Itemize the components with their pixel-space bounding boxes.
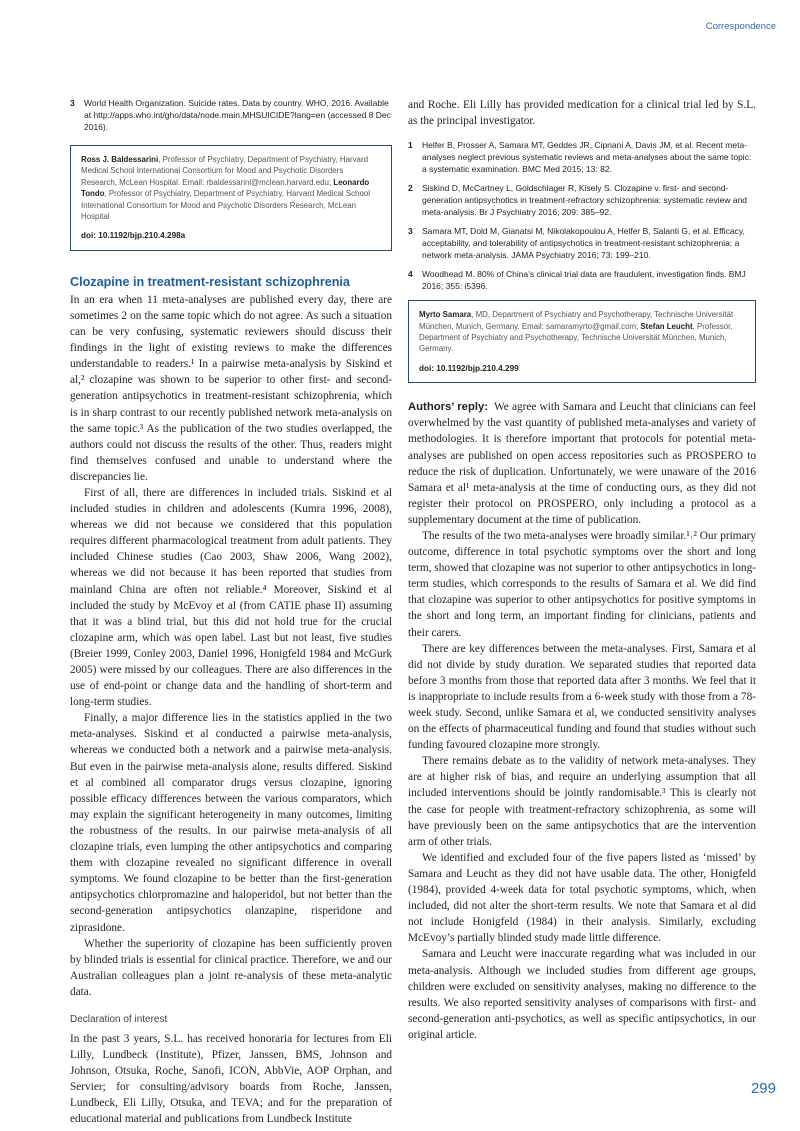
page-number: 299	[750, 1080, 776, 1097]
paragraph: The results of the two meta-analyses were broadly similar.¹˒² Our primary outcome, difference in total psychotic symptoms over the short and long term, showed that clozapine was not superior to other antipsychotics in long-term studies, which corresponds to the results of Samara et al. We did find that clozapine was superior to other antipsychotics for positive symptoms in the short and long term, an important finding for clinicians, patients and their carers.	[408, 529, 756, 639]
paragraph: Samara and Leucht were inaccurate regarding what was included in our meta-analysis. Although we included studies from different age groups, children were excluded on sensitivity analyses, making no difference to the results. We also reported sensitivity analyses of comparisons with first- and second-generation anti-psychotics, as well as specific antipsychotics, in our original article.	[408, 948, 756, 1041]
author-name: Stefan Leucht	[640, 321, 693, 331]
paragraph: We identified and excluded four of the five papers listed as ‘missed’ by Samara and Leucht as they did not have usable data. The other, Honigfeld (1984), provided 4-week data for total psychotic symptoms, which, when included, did not alter the short-term results. We note that Samara et al did not include Honigfeld (1984) in their analysis. Similarly, excluding McEvoy’s partially blinded study made little difference.	[408, 851, 756, 945]
reference-item	[408, 268, 756, 292]
paragraph: There are key differences between the meta-analyses. First, Samara et al did not divide by study duration. We separated studies that reported data before 3 months from those that reported data after 3 months. We feel that it is inappropriate to include results from a 6-week study with those from a 78-week study. Second, unlike Samara et al, we conducted sensitivity analyses on the effects of pharmaceutical funding and found that studies without such funding favoured clozapine more strongly.	[408, 642, 756, 752]
reference-text: Samara MT, Dold M, Gianatsi M, Nikolakopoulou A, Helfer B, Salanti G, et al. Efficacy, acceptability, and tolerability of antipsychotics in treatment-resistant schizophrenia: a network meta-analysis. JAMA Psychiatry 2016; 73: 199–210.	[422, 226, 745, 261]
paragraph: and Roche. Eli Lilly has provided medication for a clinical trial led by S.L. as the principal investigator.	[408, 99, 756, 128]
reference-text: World Health Organization. Suicide rates. Data by country. WHO, 2016. Available at http://apps.who.int/gho/data/node.main.MHSUICIDE?lang=en (accessed 8 Dec 2016).	[84, 98, 391, 132]
paragraph: First of all, there are differences in included trials. Siskind et al included studies in children and adolescents (Kumra 1996, 2008), whereas we did not because we considered that this population requires different pharmacological treatment from adult patients. They included Chinese studies (Cao 2003, Shaw 2006, Wang 2002), whereas we did not because it has been reported that studies from mainland China are often not reliable.⁴ Moreover, Siskind et al included the study by McEvoy et al (from CATIE phase II) assuming that it was a blind trial, but this did not hold true for the crucial clozapine arm, which was open label. Last but not least, five studies (Breier 1999, Conley 2003, Daniel 1996, Honigfeld 1984 and McGurk 2005) were missed by our colleagues. There are also differences in the use of end-point or change data and the handling of short-term and long-term studies.	[70, 486, 392, 709]
section-header: Correspondence	[705, 21, 776, 32]
declaration-heading: Declaration of interest	[70, 1013, 168, 1025]
reference-number: 3	[408, 226, 413, 237]
paragraph: In an era when 11 meta-analyses are published every day, there are sometimes 2 on the same topic which do not agree. As such a situation can be very confusing, systematic reviewers should discuss their findings in the light of existing reviews to make the differences understandable to readers.¹ In a pairwise meta-analysis by Siskind et al,² clozapine was shown to be superior to other first- and second-generation antipsychotics in treatment-resistant schizophrenia, which is in sharp contrast to our recently published network meta-analysis on the same topic.³ As the publication of the two studies overlapped, the authors could not discuss the results of the other. Thus, readers might find themselves confused and unable to understand where the discrepancies lie.	[70, 293, 392, 483]
reference-number: 1	[408, 140, 413, 151]
author-affiliation: , Professor of Psychiatry, Department of Psychiatry, Harvard Medical School International Consortium for Mood and Psychotic Disorders Research, McLean Hospital	[81, 189, 370, 222]
reference-number: 4	[408, 269, 413, 280]
author-affiliation: , MD, Department of Psychiatry and Psychotherapy, Technische Universität München, Munich, Germany. Email: samaramyrto@gmail.com;	[419, 310, 734, 331]
reference-text: Woodhead M. 80% of China’s clinical trial data are fraudulent, investigation finds. BMJ 2016; 355: i5396.	[422, 269, 746, 292]
author-affiliations	[81, 154, 381, 222]
reference-text: Helfer B, Prosser A, Samara MT, Geddes JR, Cipriani A, Davis JM, et al. Recent meta-analyses neglect previous systematic reviews and meta-analyses about the same topic: a systematic examination. BMC Med 2015; 13: 82.	[422, 140, 752, 175]
reference-text: Siskind D, McCartney L, Goldschlager R, Kisely S. Clozapine v. first- and second-generation antipsychotics in treatment-refractory schizophrenia: systematic review and meta-analysis. Br J Psychiatry 2016; 209: 385–92.	[422, 183, 748, 218]
paragraph: There remains debate as to the validity of network meta-analyses. They are at higher risk of bias, and require an underlying assumption that all included interventions should be jointly randomisable.³ This is clearly not the case for people with treatment-refractory schizophrenia, as some will have previously been on the same antipsychotics that are the intervention arm of other trials.	[408, 755, 756, 848]
reply-text: We agree with Samara and Leucht that clinicians can feel overwhelmed by the vast quantity of published meta-analyses and variety of methodologies. It is therefore important that protocols for potential meta-analyses are published on open access repositories such as PROSPERO to reduce the risk of duplication. Unfortunately, we were unaware of the 2016 Samara et al¹ meta-analysis at the time of conducting ours, as they did not register their protocol on PROSPERO, only including a protocol as a supplementary document at the time of publication.	[408, 401, 756, 526]
paragraph: Finally, a major difference lies in the statistics applied in the two meta-analyses. Siskind et al conducted a pairwise meta-analysis, whereas we conducted both a network and a pairwise meta-analysis. But even in the pairwise meta-analysis alone, results differed. Siskind et al combined all comparator drugs versus clozapine, ignoring possible efficacy differences between the various comparators, which may explain the significant heterogeneity in many outcomes, limiting the robustness of the results. In our pairwise meta-analysis of all clozapine trials, even lumping the other antipsychotics and comparing them with clozapine revealed no significant difference in overall symptoms. We found clozapine to be better than the first-generation antipsychotics chlorpromazine and haloperidol, but not better than the second-generation antipsychotics olanzapine, risperidone and ziprasidone.	[70, 712, 392, 934]
reply-label: Authors’ reply:	[408, 401, 489, 414]
right-column	[408, 97, 756, 1043]
reference-item	[70, 97, 392, 133]
article-title: Clozapine in treatment-resistant schizophrenia	[70, 274, 350, 289]
author-box	[70, 145, 392, 251]
author-affiliation: , Professor of Psychiatry, Department of Psychiatry, Harvard Medical School International Consortium for Mood and Psychotic Disorders Research, McLean Hospital. Email: rbaldessarini@mclean.harvard.edu;	[81, 155, 368, 187]
reference-item	[408, 139, 756, 175]
author-name: Myrto Samara	[419, 310, 472, 320]
reference-number: 2	[408, 183, 413, 194]
left-column	[70, 97, 392, 1128]
author-affiliation: , Professor, Department of Psychiatry and Psychotherapy, Technische Universität München, Munich, Germany.	[419, 321, 733, 354]
author-name: Leonardo Tondo	[81, 177, 370, 199]
reference-number: 3	[70, 98, 75, 108]
paragraph: Whether the superiority of clozapine has been sufficiently proven by blinded trials is essential for clinical practice. Therefore, we and our Australian colleagues plan a joint re-analysis of these meta-analytic data.	[70, 937, 392, 998]
paragraph	[408, 399, 756, 528]
reference-list	[408, 139, 756, 292]
declaration-text: In the past 3 years, S.L. has received honoraria for lectures from Eli Lilly, Lundbeck (Institute), Pfizer, Janssen, BMS, Johnson and Johnson, Otsuka, Roche, Sanofi, ICON, AbbVie, AOP Orphan, and Servier; for consulting/advisory boards from Roche, Janssen, Lundbeck, Eli Lilly, Otsuka, and TEVA; and for the preparation of educational material and publications from Lundbeck Institute	[70, 1032, 392, 1126]
reference-item	[408, 225, 756, 261]
author-name: Ross J. Baldessarini	[81, 155, 159, 164]
declaration-continued	[408, 97, 756, 129]
author-box	[408, 300, 756, 383]
doi-link[interactable]: doi: 10.1192/bjp.210.4.299	[419, 363, 519, 373]
author-affiliations	[419, 309, 745, 355]
reference-item	[408, 182, 756, 218]
article-body	[70, 292, 392, 1128]
reply-body	[408, 399, 756, 1043]
doi-link[interactable]: doi: 10.1192/bjp.210.4.298a	[81, 231, 186, 241]
